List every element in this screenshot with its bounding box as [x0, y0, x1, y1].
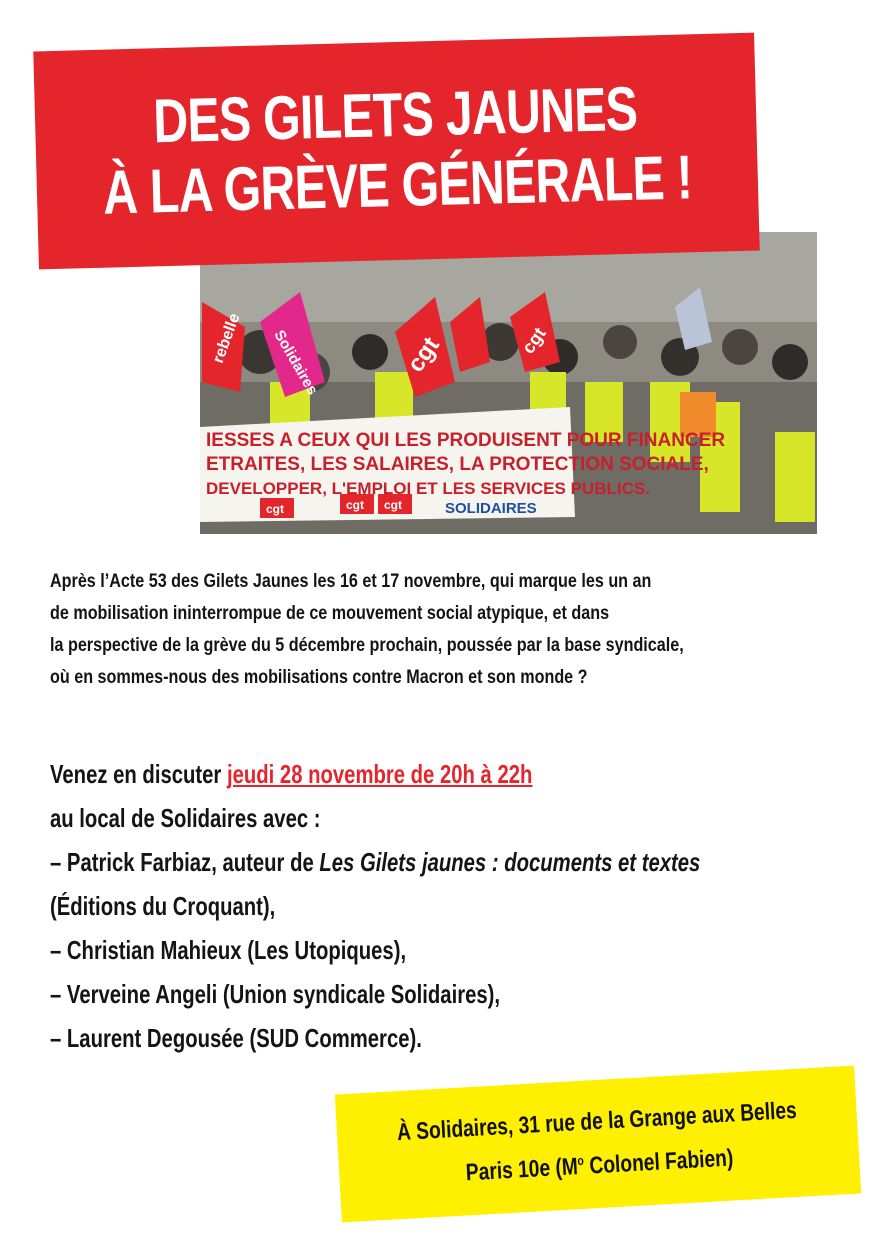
yellow-vests — [270, 372, 815, 522]
speaker-1-book: Les Gilets jaunes : documents et textes — [319, 847, 701, 877]
headline-line-2: À LA GRÈVE GÉNÉRALE ! — [102, 143, 693, 228]
headline-line-1: DES GILETS JAUNES — [152, 74, 639, 157]
address-line-2-suffix: Colonel Fabien) — [583, 1144, 734, 1180]
intro-line-2: de mobilisation ininterrompue de ce mouvement social atypique, et dans — [50, 603, 610, 624]
invite-lead-row — [50, 752, 674, 796]
intro-paragraph — [50, 566, 820, 694]
flag-solidaires: Solidaires — [270, 327, 322, 398]
speaker-2: – Christian Mahieux (Les Utopiques), — [50, 935, 407, 965]
address-box — [335, 1066, 861, 1223]
speaker-1-publisher: (Éditions du Croquant), — [50, 891, 276, 921]
banner-line-1: IESSES A CEUX QUI LES PRODUISENT POUR FINANCER — [206, 430, 726, 451]
invitation — [50, 752, 850, 1060]
event-place: au local de Solidaires avec : — [50, 803, 321, 833]
protest-photo-illustration — [200, 232, 817, 534]
banner-line-3: DEVELOPPER, L'EMPLOI ET LES SERVICES PUBLICS. — [206, 479, 650, 498]
banner-logo-cgt-2: cgt — [346, 498, 364, 512]
speaker-1 — [50, 840, 701, 884]
headline-banner — [33, 33, 759, 270]
flags — [202, 287, 712, 398]
flag-cgt-1: cgt — [402, 332, 445, 378]
address-metro-sup: o — [576, 1152, 584, 1169]
flag-left-text: rebelle — [209, 311, 244, 366]
protest-banner — [200, 407, 725, 522]
banner-signature: SOLIDAIRES — [445, 500, 537, 517]
banner-logo-cgt-3: cgt — [384, 498, 402, 512]
intro-line-1: Après l’Acte 53 des Gilets Jaunes les 16 et 17 novembre, qui marque les un an — [50, 571, 652, 592]
intro-line-3: la perspective de la grève du 5 décembre prochain, poussée par la base syndicale, — [50, 635, 684, 656]
invite-lead: Venez en discuter — [50, 759, 227, 789]
banner-line-2: ETRAITES, LES SALAIRES, LA PROTECTION SOCIALE, — [206, 454, 709, 475]
speaker-4: – Laurent Degousée (SUD Commerce). — [50, 1023, 422, 1053]
speaker-3: – Verveine Angeli (Union syndicale Solidaires), — [50, 979, 501, 1009]
crowd — [238, 323, 808, 392]
address-line-1: À Solidaires, 31 rue de la Grange aux Belles — [396, 1096, 798, 1147]
event-date: jeudi 28 novembre de 20h à 22h — [226, 759, 533, 789]
flag-cgt-2: cgt — [517, 323, 550, 358]
speaker-1-prefix: – Patrick Farbiaz, auteur de — [50, 847, 320, 877]
protest-photo — [200, 232, 817, 534]
banner-logo-cgt-1: cgt — [266, 502, 284, 516]
address-line-2-prefix: Paris 10e (M — [464, 1153, 579, 1187]
intro-line-4: où en sommes-nous des mobilisations contre Macron et son monde ? — [50, 667, 588, 688]
